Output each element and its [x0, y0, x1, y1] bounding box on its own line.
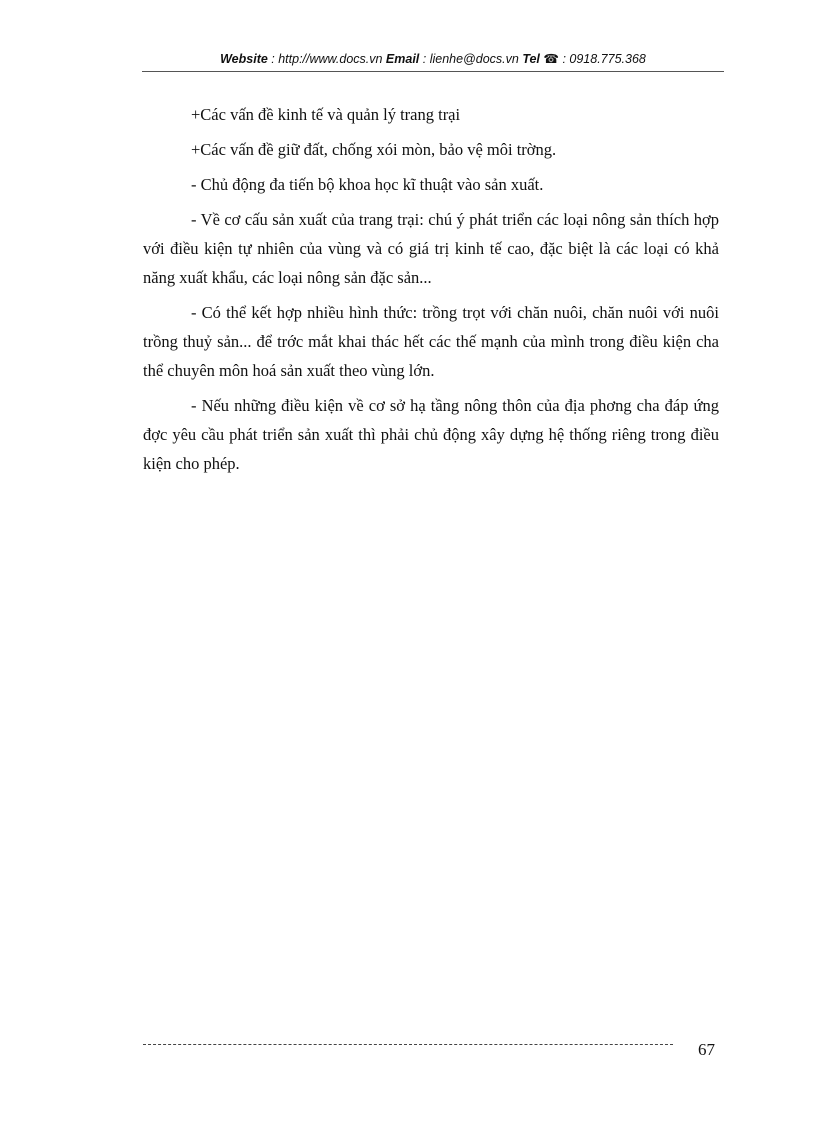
- phone-icon: ☎: [543, 52, 559, 66]
- paragraph-5: - Có thể kết hợp nhiều hình thức: trồng trọt với chăn nuôi, chăn nuôi với nuôi trồng thuỷ sản... để trớc mắt khai thác hết các thế mạnh của mình trong điều kiện cha thể chuyên môn hoá sản xuất theo vùng lớn.: [143, 303, 719, 380]
- page-header: [142, 50, 724, 68]
- tel-value: : 0918.775.368: [558, 52, 646, 66]
- footer-divider: [143, 1044, 673, 1045]
- paragraph-1: +Các vấn đề kinh tế và quản lý trang trại: [191, 105, 461, 124]
- email-label: Email: [385, 52, 420, 66]
- paragraph-2: +Các vấn đề giữ đất, chống xói mòn, bảo vệ môi trờng.: [191, 140, 557, 159]
- paragraph-6: - Nếu những điều kiện về cơ sở hạ tầng nông thôn của địa phơng cha đáp ứng đợc yêu cầu phát triển sản xuất thì phải chủ động xây dựng hệ thống riêng trong điều kiện cho phép.: [143, 396, 719, 473]
- page-number: 67: [698, 1040, 715, 1059]
- website-value: : http://www.docs.vn: [267, 52, 386, 66]
- paragraph-4: - Về cơ cấu sản xuất của trang trại: chú ý phát triển các loại nông sản thích hợp với điều kiện tự nhiên của vùng và có giá trị kinh tế cao, đặc biệt là các loại có khả năng xuất khẩu, các loại nông sản đặc sản...: [143, 210, 719, 287]
- document-body: [143, 100, 719, 484]
- header-divider: [142, 71, 724, 72]
- website-label: Website: [220, 52, 268, 66]
- tel-label: Tel: [522, 52, 540, 66]
- email-value: : lienhe@docs.vn: [419, 52, 523, 66]
- paragraph-3: - Chủ động đa tiến bộ khoa học kĩ thuật vào sản xuất.: [191, 175, 544, 194]
